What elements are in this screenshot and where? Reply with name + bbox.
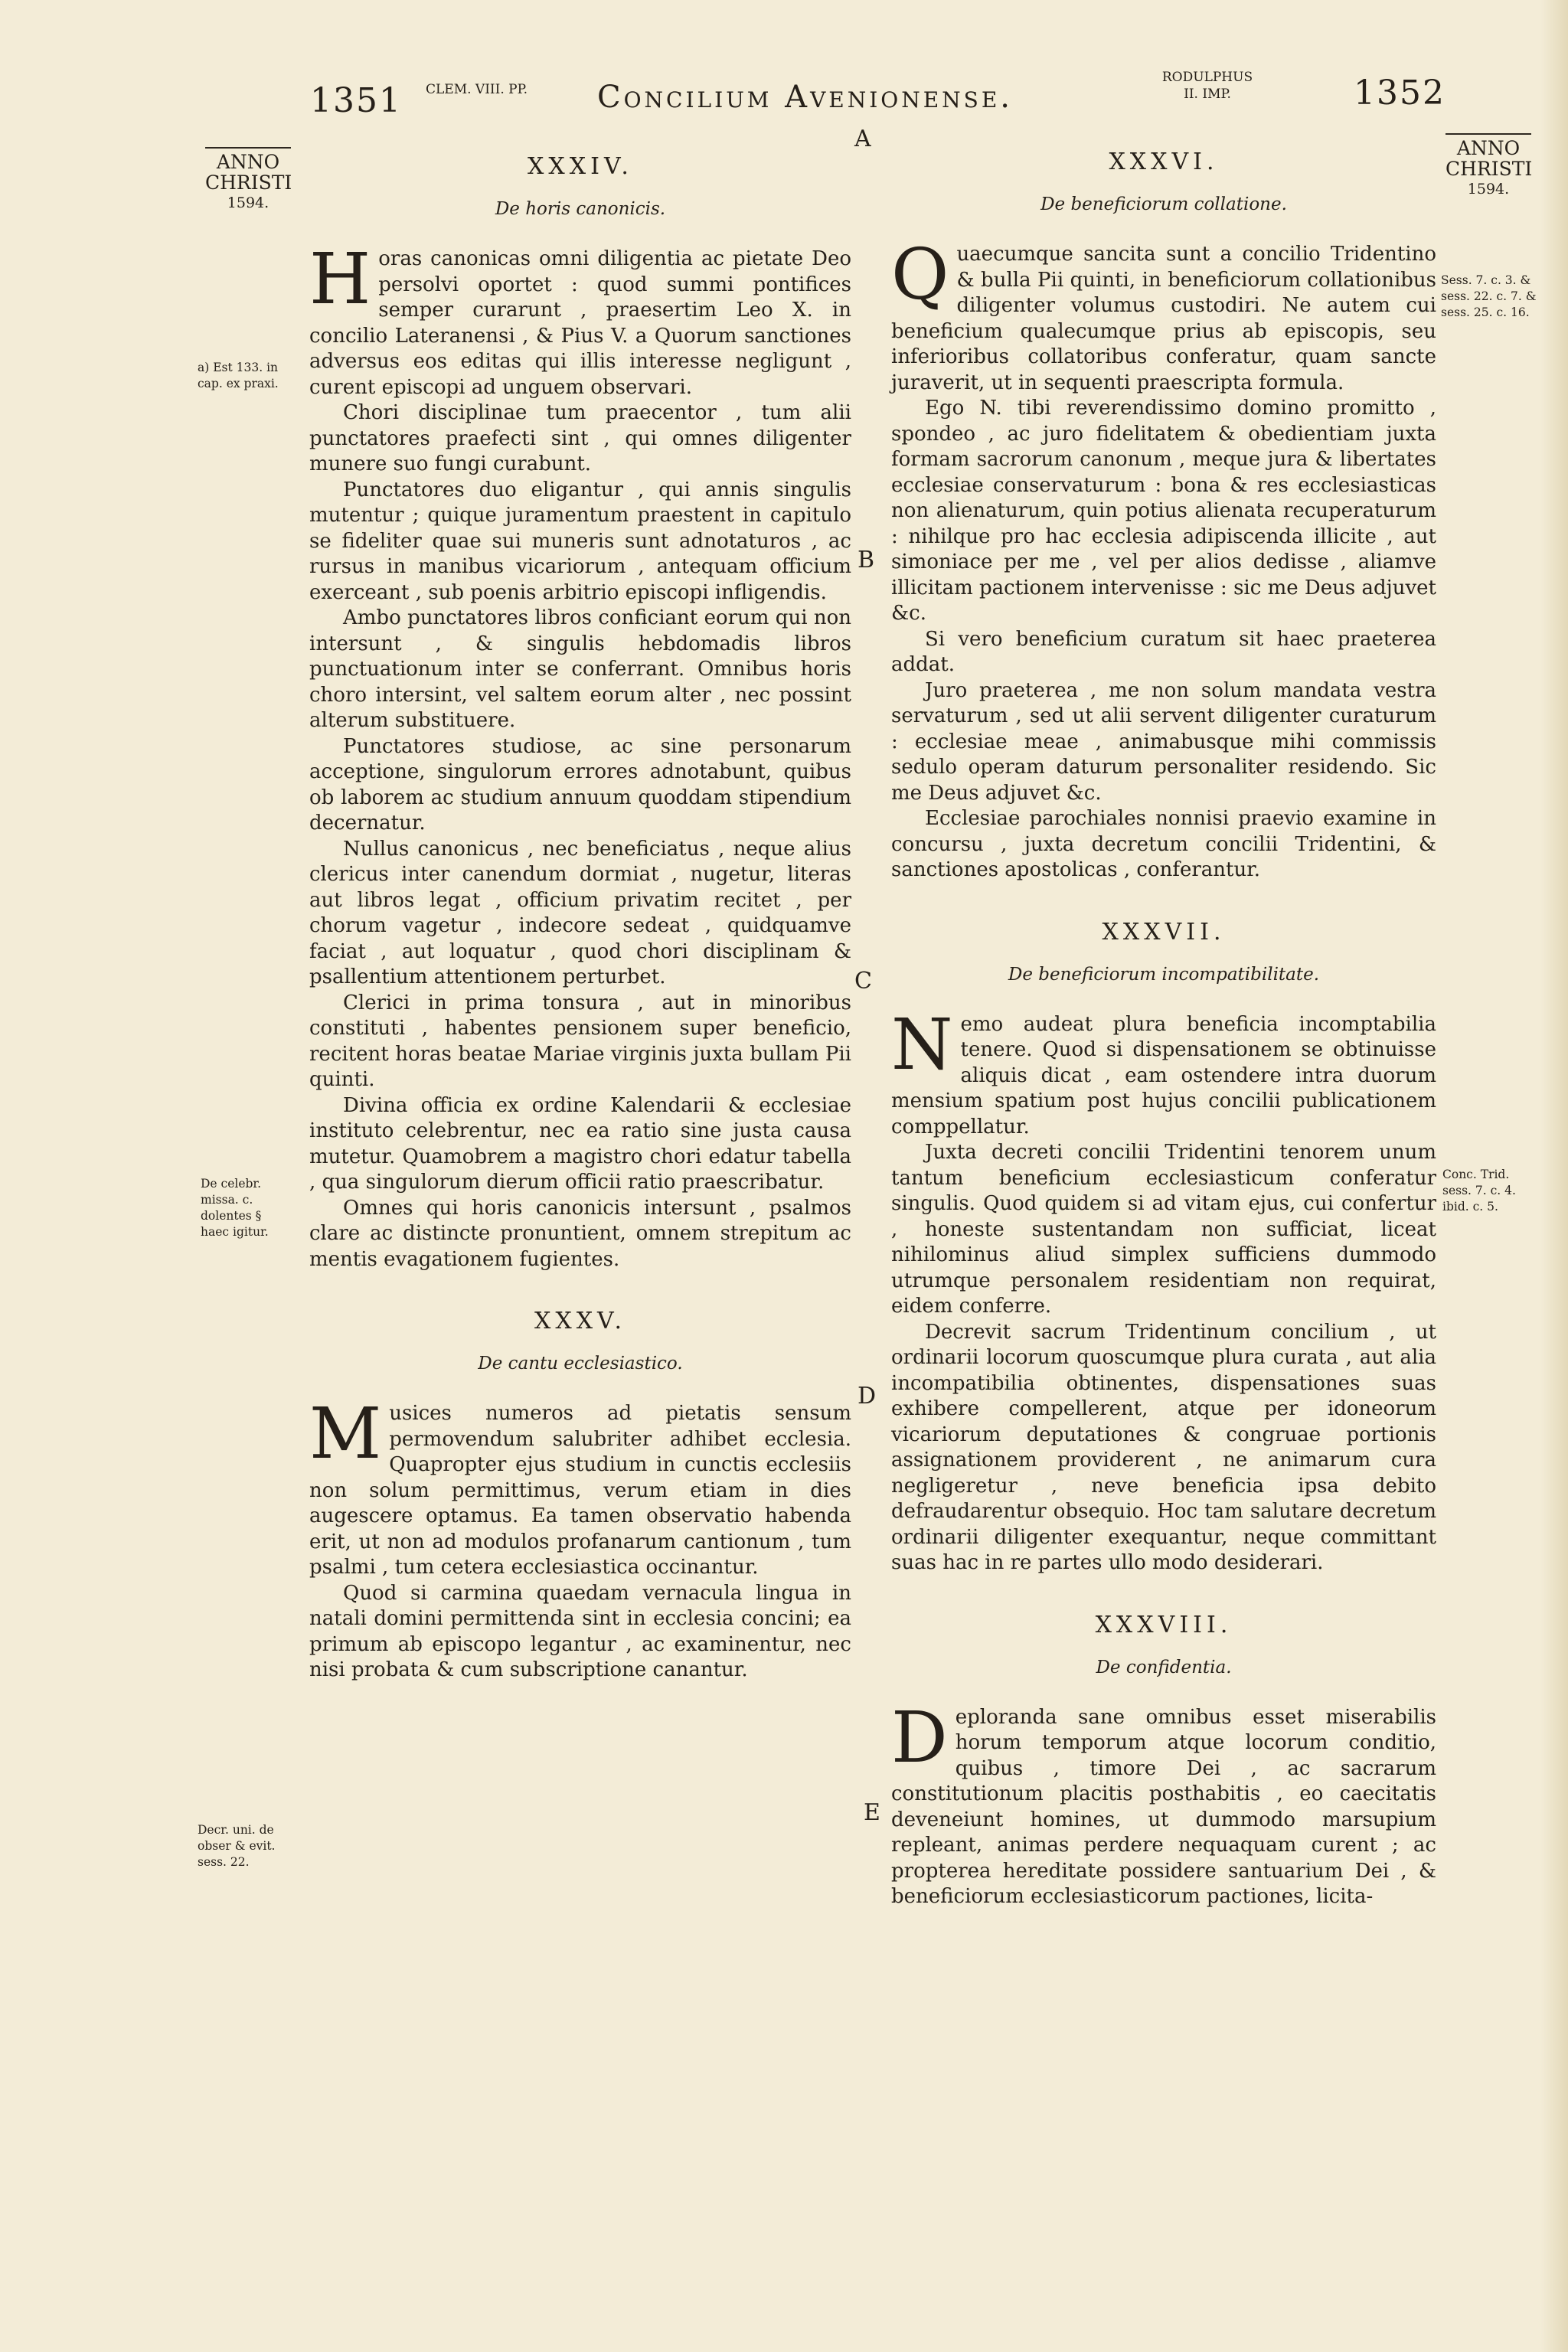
section-letter-d: D: [858, 1383, 877, 1410]
drop-cap: Q: [891, 234, 949, 315]
section-subtitle: De confidentia.: [1096, 1657, 1232, 1677]
section-subtitle: De horis canonicis.: [495, 199, 666, 219]
margin-note: De celebr. missa. c. dolentes § haec igitur.: [201, 1177, 269, 1239]
section-letter-c: C: [854, 968, 872, 995]
section-title: XXXV.: [534, 1308, 627, 1334]
drop-cap: H: [309, 238, 371, 320]
section-letter-b: B: [858, 547, 875, 573]
paragraph: Musices numeros ad pietatis sensum permovendum salubriter adhibet ecclesia. Quapropter ejus studium in cunctis ecclesiis non solum permittimus, verum etiam in dies augescere optamus. Ea tamen observatio habenda erit, ut non ad modulos profanarum cantionum , tum psalmi , tum cetera ecclesiastica occinantur.: [309, 1393, 851, 1579]
paragraph: Si vero beneficium curatum sit haec praeterea addat.: [891, 627, 1436, 676]
paragraph: Quod si carmina quaedam vernacula lingua in natali domini permittenda sint in ecclesia concini; ea primum ab episcopo legantur , ac examinentur, nec nisi probata & cum subscriptione canantur.: [309, 1581, 851, 1681]
anno-christi-left: [205, 147, 291, 214]
margin-note: Sess. 7. c. 3. & sess. 22. c. 7. & sess. 25. c. 16.: [1441, 273, 1537, 319]
drop-cap: D: [891, 1696, 948, 1779]
anno-label: ANNO CHRISTI: [205, 151, 292, 194]
section-subtitle: De cantu ecclesiastico.: [478, 1354, 683, 1374]
drop-cap: M: [309, 1393, 382, 1475]
paragraph: Ego N. tibi reverendissimo domino promitto , spondeo , ac juro fidelitatem & obedientiam juxta formam sacrorum canonum , meque jura & libertates ecclesiae conservaturum : bona & res ecclesiasticas non alienaturum, quin potius alienata recuperaturum : nihilque pro hac ecclesia adipiscenda illicite , aut simoniace per me , vel per alios dedisse , aliamve illicitam pactionem intervenisse : sic me Deus adjuvet &c.: [891, 397, 1436, 625]
anno-label: ANNO CHRISTI: [1446, 137, 1533, 180]
paragraph: Divina officia ex ordine Kalendarii & ecclesiae instituto celebrentur, nec ea ratio sine justa causa mutetur. Quamobrem a magistro chori edatur tabella , qua singulorum dierum officii ratio praescribatur.: [309, 1093, 851, 1194]
paragraph: Ecclesiae parochiales nonnisi praevio examine in concursu , juxta decretum concilii Tridentini, & sanctiones apostolicas , conferantur.: [891, 807, 1436, 881]
paragraph: Punctatores duo eligantur , qui annis singulis mutentur ; quique juramentum praestent in capitulo se fideliter quae sui muneris sunt adnotaturos , ac rursus in manibus vicariorum , antequam officium exerceant , sub poenis arbitrio episcopi infligendis.: [309, 478, 851, 604]
paragraph: Horas canonicas omni diligentia ac pietate Deo persolvi oportet : quod summi pontifices semper curarunt , praesertim Leo X. in concilio Lateranensi , & Pius V. a Quorum sanctiones adversus eos editas qui illis interesse negligunt , curent episcopi ad unguem observari.: [309, 238, 851, 399]
paragraph: Nemo audeat plura beneficia incomptabilia tenere. Quod si dispensationem se obtinuisse aliquis dicat , eam ostendere intra duorum mensium spatium post hujus concilii publicationem comppellatur.: [891, 1003, 1436, 1138]
paragraph: Decrevit sacrum Tridentinum concilium , ut ordinarii locorum quoscumque plura curata , aut alia incompatibilia obtinentes, dispensationes suas exhibere compellerent, atque per idoneorum vicariorum deputationes & congruae portionis assignationem providerent , ne animarum cura negligeretur , neve beneficia ipsa debito defraudarentur obsequio. Hoc tam salutare decretum ordinarii diligenter exequantur, neque committant suas hac in re partes ullo modo desiderari.: [891, 1320, 1436, 1574]
anno-christi-right: [1446, 133, 1531, 200]
pope-header: CLEM. VIII. PP.: [426, 82, 528, 97]
margin-note: a) Est 133. in cap. ex praxi.: [198, 361, 279, 390]
paragraph: Omnes qui horis canonicis intersunt , psalmos clare ac distincte pronuntient, omnem strepitum ac mentis evagationem fugientes.: [309, 1196, 851, 1271]
paragraph: Chori disciplinae tum praecentor , tum alii punctatores praefecti sint , qui omnes diligenter munere suo fungi curabunt.: [309, 401, 851, 475]
margin-note: Conc. Trid. sess. 7. c. 4. ibid. c. 5.: [1442, 1168, 1516, 1214]
paragraph: Punctatores studiose, ac sine personarum acceptione, singulorum errores adnotabunt, quibus ob laborem ac studium annuum quoddam stipendium decernatur.: [309, 734, 851, 835]
section-title: XXXVIII.: [1095, 1611, 1233, 1638]
margin-note: Decr. uni. de obser & evit. sess. 22.: [198, 1823, 276, 1869]
section-title: XXXVI.: [1109, 149, 1219, 175]
section-title: XXXVII.: [1102, 918, 1226, 946]
paragraph: Clerici in prima tonsura , aut in minoribus constituti , habentes pensionem super beneficio, recitent horas beatae Mariae virginis juxta bullam Pii quinti.: [309, 991, 851, 1091]
paragraph: Deploranda sane omnibus esset miserabilis horum temporum atque locorum conditio, quibus , timore Dei , ac sacrarum constitutionum placitis posthabitis , eo caecitatis deveneiunt homines, ut dummodo marsupium repleant, animas perdere nequaquam curent ; ac propterea hereditate possidere santuarium Dei , & beneficiorum ecclesiasticorum pactiones, licita-: [891, 1696, 1436, 1908]
page-edge-shadow: [1540, 0, 1568, 2352]
paragraph: Juro praeterea , me non solum mandata vestra servaturum , sed ut alii servent diligenter curaturum : ecclesiae meae , animabusque mihi commissis sedulo operam daturum personaliter residendo. Sic me Deus adjuvet &c.: [891, 678, 1436, 805]
paragraph: Juxta decreti concilii Tridentini tenorem unum tantum beneficium ecclesiasticum conferatur singulis. Quod quidem si ad vitam ejus, cui confertur , honeste sustentandam non sufficiat, liceat nihilominus aliud simplex sufficiens dummodo utrumque personalem residentiam non requirat, eidem conferre.: [891, 1141, 1436, 1318]
page-number-left: 1351: [310, 81, 402, 120]
section-title: XXXIV.: [528, 153, 633, 180]
section-letter-a: A: [854, 126, 871, 152]
page-number-right: 1352: [1354, 74, 1446, 113]
emperor-header: RODULPHUS II. IMP.: [1161, 70, 1253, 102]
paragraph: Quaecumque sancita sunt a concilio Tridentino & bulla Pii quinti, in beneficiorum collationibus diligenter volumus custodiri. Ne autem cui beneficium qualecumque prius ab episcopis, seu inferioribus collatoribus conferatur, quam sancte juraverit, ut in sequenti praescripta formula.: [891, 234, 1436, 394]
paragraph: Ambo punctatores libros conficiant eorum qui non intersunt , & singulis hebdomadis libros punctuationum inter se conferrant. Omnibus horis choro intersint, vel saltem eorum alter , nec possint alterum substituere.: [309, 606, 851, 732]
section-subtitle: De beneficiorum collatione.: [1040, 194, 1287, 214]
anno-year: 1594.: [1467, 181, 1510, 198]
anno-year: 1594.: [227, 194, 270, 211]
right-column: [891, 149, 1436, 1910]
drop-cap: N: [891, 1003, 953, 1086]
section-subtitle: De beneficiorum incompatibilitate.: [1008, 964, 1320, 985]
left-column: [309, 153, 851, 1684]
paragraph: Nullus canonicus , nec beneficiatus , neque alius clericus inter canendum dormiat , nugetur, literas aut libros legat , officium privatim recitet , per chorum vagetur , indecore sedeat , quidquamve faciat , aut loquatur , quod chori disciplinam & psallentium attentionem perturbet.: [309, 837, 851, 988]
section-letter-e: E: [864, 1799, 880, 1826]
running-title: Concilium Avenionense.: [597, 80, 1014, 115]
